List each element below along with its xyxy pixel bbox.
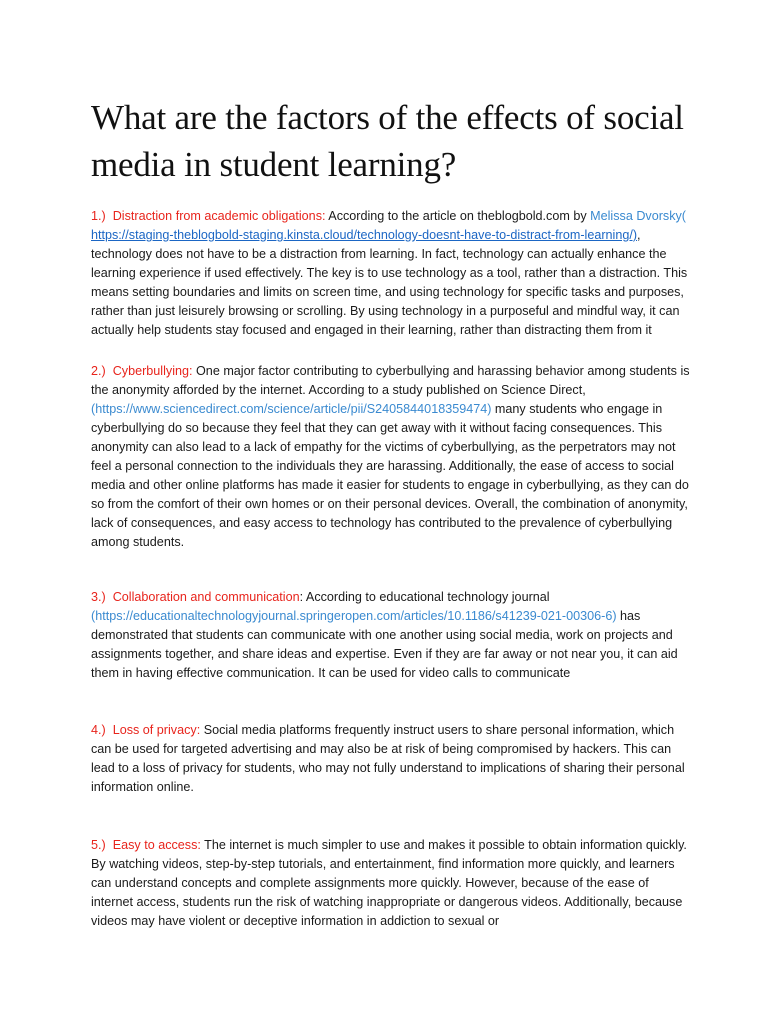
list-item-easy-access — [91, 836, 691, 931]
item-intro: According to the article on theblogbold.com by — [325, 209, 591, 223]
source-link[interactable]: https://staging-theblogbold-staging.kinsta.cloud/technology-doesnt-have-to-distract-from-learning/) — [91, 228, 638, 242]
item-body: Social media platforms frequently instruct users to share personal information, which can be used for targeted advertising and may also be at risk of being compromised by hackers. This can lead to a loss of privacy for students, who may not fully understand to implications of sharing their personal information online. — [91, 723, 685, 794]
item-heading: Cyberbullying: — [112, 364, 193, 378]
item-number: 1.) — [91, 209, 106, 223]
item-heading: Easy to access: — [112, 838, 201, 852]
item-intro: : According to educational technology journal — [299, 590, 550, 604]
item-intro: One major factor contributing to cyberbullying and harassing behavior among students is the anonymity afforded by the internet. According to a study published on Science Direct, — [91, 364, 690, 397]
page-title: What are the factors of the effects of social media in student learning? — [91, 98, 684, 184]
item-heading: Collaboration and communication — [112, 590, 300, 604]
item-body: The internet is much simpler to use and makes it possible to obtain information quickly. By watching videos, step-by-step tutorials, and entertainment, find information more quickly, and learners can understand concepts and complete assignments more quickly. However, because of the ease of internet access, students run the risk of watching inappropriate or dangerous videos. Additionally, because videos may have violent or deceptive information in addiction to sexual or — [91, 838, 687, 928]
item-number: 4.) — [91, 723, 106, 737]
item-heading: Loss of privacy: — [112, 723, 201, 737]
list-item-distraction — [91, 207, 691, 340]
source-link[interactable]: (https://educationaltechnologyjournal.springeropen.com/articles/10.1186/s41239-021-00306-6) — [91, 609, 617, 623]
item-number: 3.) — [91, 590, 106, 604]
item-body: many students who engage in cyberbullying do so because they feel that they can get away with it without facing consequences. This anonymity can also lead to a lack of empathy for the victims of cyberbullying, as the perpetrators may not feel a personal connection to the individuals they are harassing. Additionally, the ease of access to social media and other online platforms has made it easier for students to engage in cyberbullying, as they can do so from the comfort of their own homes or on their personal devices. Overall, the combination of anonymity, lack of consequences, and easy access to technology has contributed to the prevalence of cyberbullying among students. — [91, 402, 689, 549]
item-number: 2.) — [91, 364, 106, 378]
list-item-privacy — [91, 721, 691, 797]
list-item-collaboration — [91, 588, 691, 683]
item-body: has demonstrated that students can communicate with one another using social media, work on projects and assignments together, and share ideas and expertise. Even if they are far away or not near you, it can aid them in having effective communication. It can be used for video calls to communicate — [91, 609, 678, 680]
item-body: , technology does not have to be a distraction from learning. In fact, technology can actually enhance the learning experience if used effectively. The key is to use technology as a tool, rather than a distraction. This means setting boundaries and limits on screen time, and using technology for specific tasks and purposes, rather than just leisurely browsing or scrolling. By using technology in a purposeful and mindful way, it can actually help students stay focused and engaged in their learning, rather than distracting them from it — [91, 228, 688, 337]
source-link[interactable]: (https://www.sciencedirect.com/science/article/pii/S2405844018359474) — [91, 402, 492, 416]
item-number: 5.) — [91, 838, 106, 852]
item-heading: Distraction from academic obligations: — [112, 209, 326, 223]
list-item-cyberbullying — [91, 362, 691, 552]
author-link[interactable]: Melissa Dvorsky( — [590, 209, 687, 223]
